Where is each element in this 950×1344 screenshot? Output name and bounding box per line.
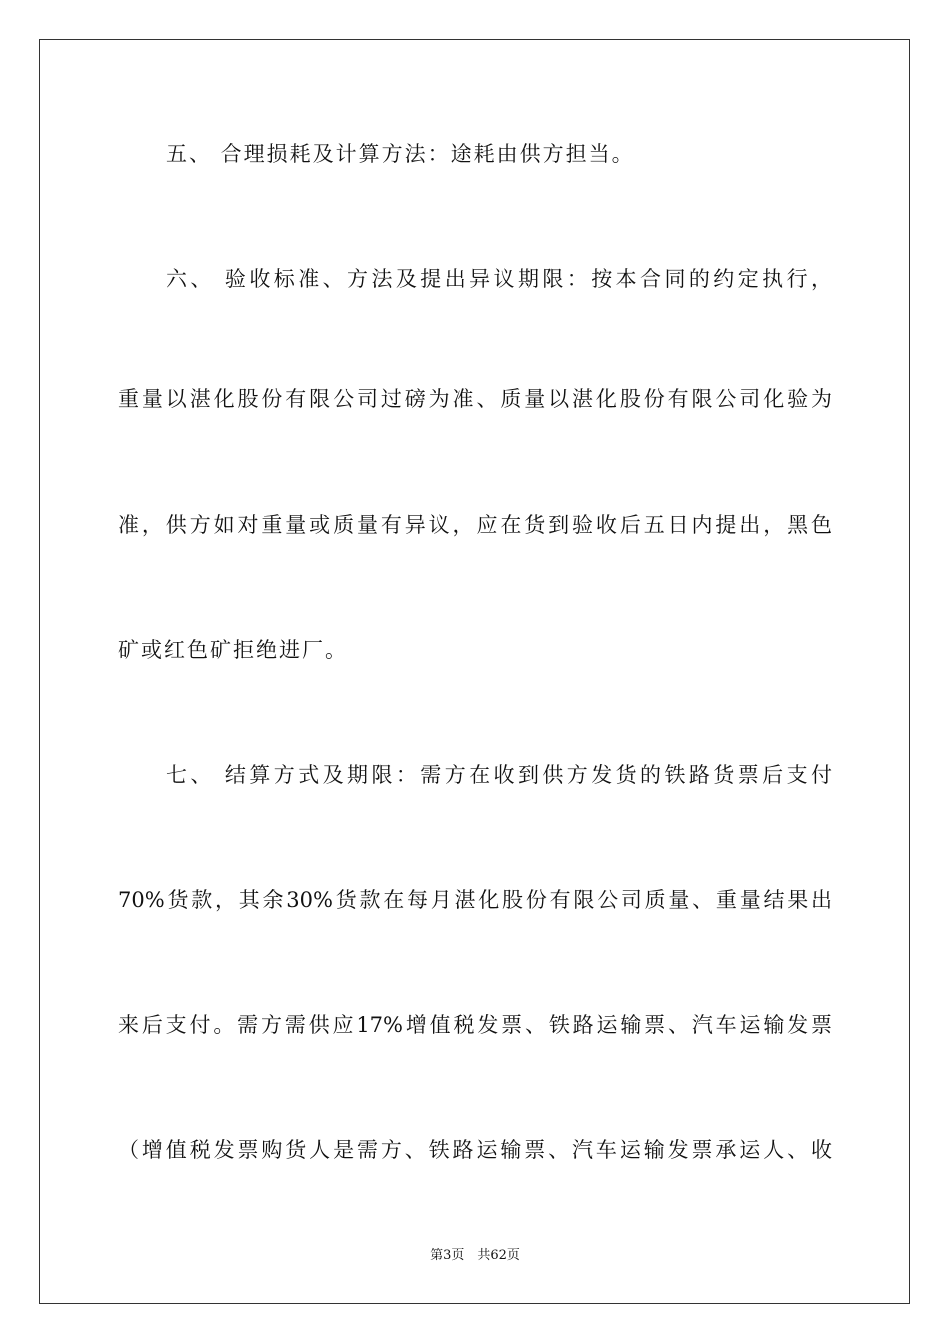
clause-5-line: 五、 合理损耗及计算方法：途耗由供方担当。 bbox=[166, 142, 635, 166]
clause-6-line-4: 矿或红色矿拒绝进厂。 bbox=[118, 638, 348, 662]
clause-6-line-1: 六、 验收标准、方法及提出异议期限：按本合同的约定执行， bbox=[166, 267, 832, 291]
page-number-footer: 第3页 共62页 bbox=[430, 1248, 520, 1263]
clause-7-line-2: 70%货款，其余30%货款在每月湛化股份有限公司质量、重量结果出 bbox=[118, 888, 832, 912]
page-border bbox=[39, 39, 910, 1304]
clause-6-line-2: 重量以湛化股份有限公司过磅为准、质量以湛化股份有限公司化验为 bbox=[118, 387, 832, 411]
clause-7-line-4: （增值税发票购货人是需方、铁路运输票、汽车运输发票承运人、收 bbox=[118, 1138, 832, 1162]
clause-6-line-3: 准，供方如对重量或质量有异议，应在货到验收后五日内提出，黑色 bbox=[118, 513, 832, 537]
clause-7-line-1: 七、 结算方式及期限：需方在收到供方发货的铁路货票后支付 bbox=[166, 763, 832, 787]
clause-7-line-3: 来后支付。需方需供应17%增值税发票、铁路运输票、汽车运输发票 bbox=[118, 1013, 832, 1037]
